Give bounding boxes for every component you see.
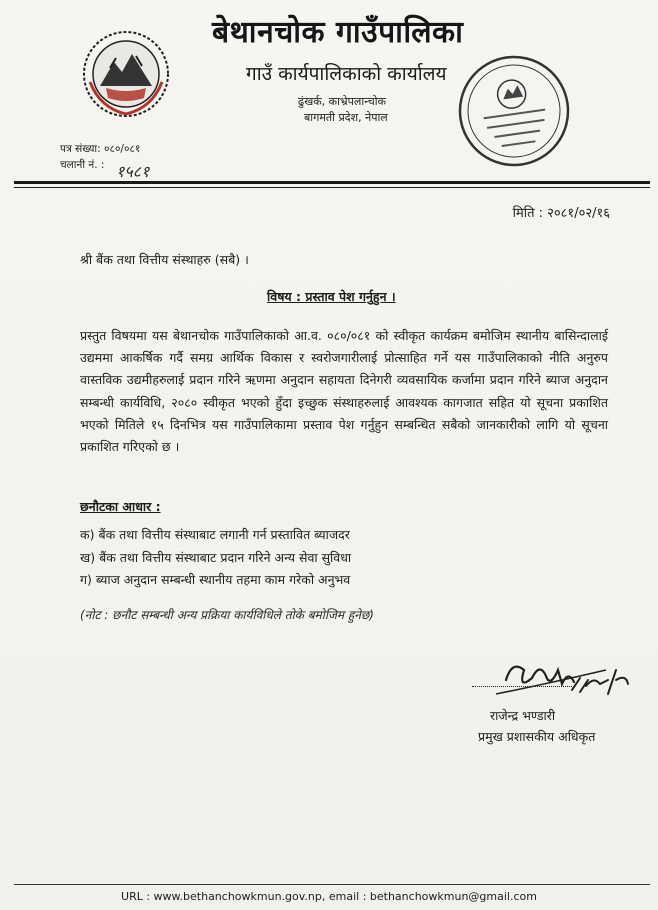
chalani-handwritten-number: १५८१ [116,162,150,181]
criteria-item: क) बैंक तथा वित्तीय संस्थाबाट लगानी गर्न प्रस्तावित ब्याजदर [80,527,350,542]
address-line-2: बागमती प्रदेश, नेपाल [304,111,388,124]
municipality-title: बेथानचोक गाउँपालिका [212,15,464,50]
letter-date: मिति : २०८१/०२/१६ [512,206,610,221]
criteria-item: ख) बैंक तथा वित्तीय संस्थाबाट प्रदान गरिने अन्य सेवा सुविधा [80,549,352,565]
signature-line [472,686,572,687]
criteria-list [80,524,351,592]
recipient: श्री बैंक तथा वित्तीय संस्थाहरु (सबै) । [80,252,249,267]
header-divider-thick [14,181,650,184]
criteria-heading: छनौटका आधार : [80,499,161,514]
body-paragraph: प्रस्तुत विषयमा यस बेथानचोक गाउँपालिकाको आ.व. ०८०/०८१ को स्वीकृत कार्यक्रम बमोजिम स्थानीय बासिन्दालाई उद्यममा आकर्षिक गर्दै समग्र आर्थिक विकास र स्वरोजगारीलाई प्रोत्साहित गर्ने यस गाउँपालिकाको नीति अनुरुप वास्तविक उद्यमीहरुलाई प्रदान गरिने ऋणमा अनुदान सहायता दिनेगरी व्यवसायिक कर्जामा प्रदान गरिने ब्याज अनुदान सम्बन्धी कार्यविधि, २०८० स्वीकृत भएको हुँदा इच्छुक संस्थाहरुलाई आवश्यक कागजात सहित यो सूचना प्रकाशित भएको मितिले १५ दिनभित्र यस गाउँपालिकामा प्रस्ताव पेश गर्नुहुन सम्बन्धित सबैको जानकारीको लागि यो सूचना प्रकाशित गरिएको छ । [80,328,608,455]
header-divider-thin [14,187,650,188]
office-seal-stamp [447,44,580,177]
footer-divider [14,884,650,885]
signature-scribble [476,640,636,710]
note-line: (नोट : छनौट सम्बन्धी अन्य प्रक्रिया कार्यविधिले तोके बमोजिम हुनेछ) [80,608,374,622]
chalani-label: चलानी नं. : [60,159,105,171]
signer-title: प्रमुख प्रशासकीय अधिकृत [478,729,596,744]
signer-name: राजेन्द्र भण्डारी [490,708,556,723]
subject-line: विषय : प्रस्ताव पेश गर्नुहुन । [267,289,396,304]
office-subtitle: गाउँ कार्यपालिकाको कार्यालय [246,63,447,85]
footer-contact: URL : www.bethanchowkmun.gov.np, email : bethanchowkmun@gmail.com [121,890,537,903]
criteria-item: ग) ब्याज अनुदान सम्बन्धी स्थानीय तहमा काम गरेको अनुभव [80,572,351,587]
address-line-1: ढुंखर्क, काभ्रेपलान्चोक [298,95,386,108]
letter-number: पत्र संख्या: ०८०/०८१ [60,143,141,155]
nepal-emblem-icon [80,28,172,120]
